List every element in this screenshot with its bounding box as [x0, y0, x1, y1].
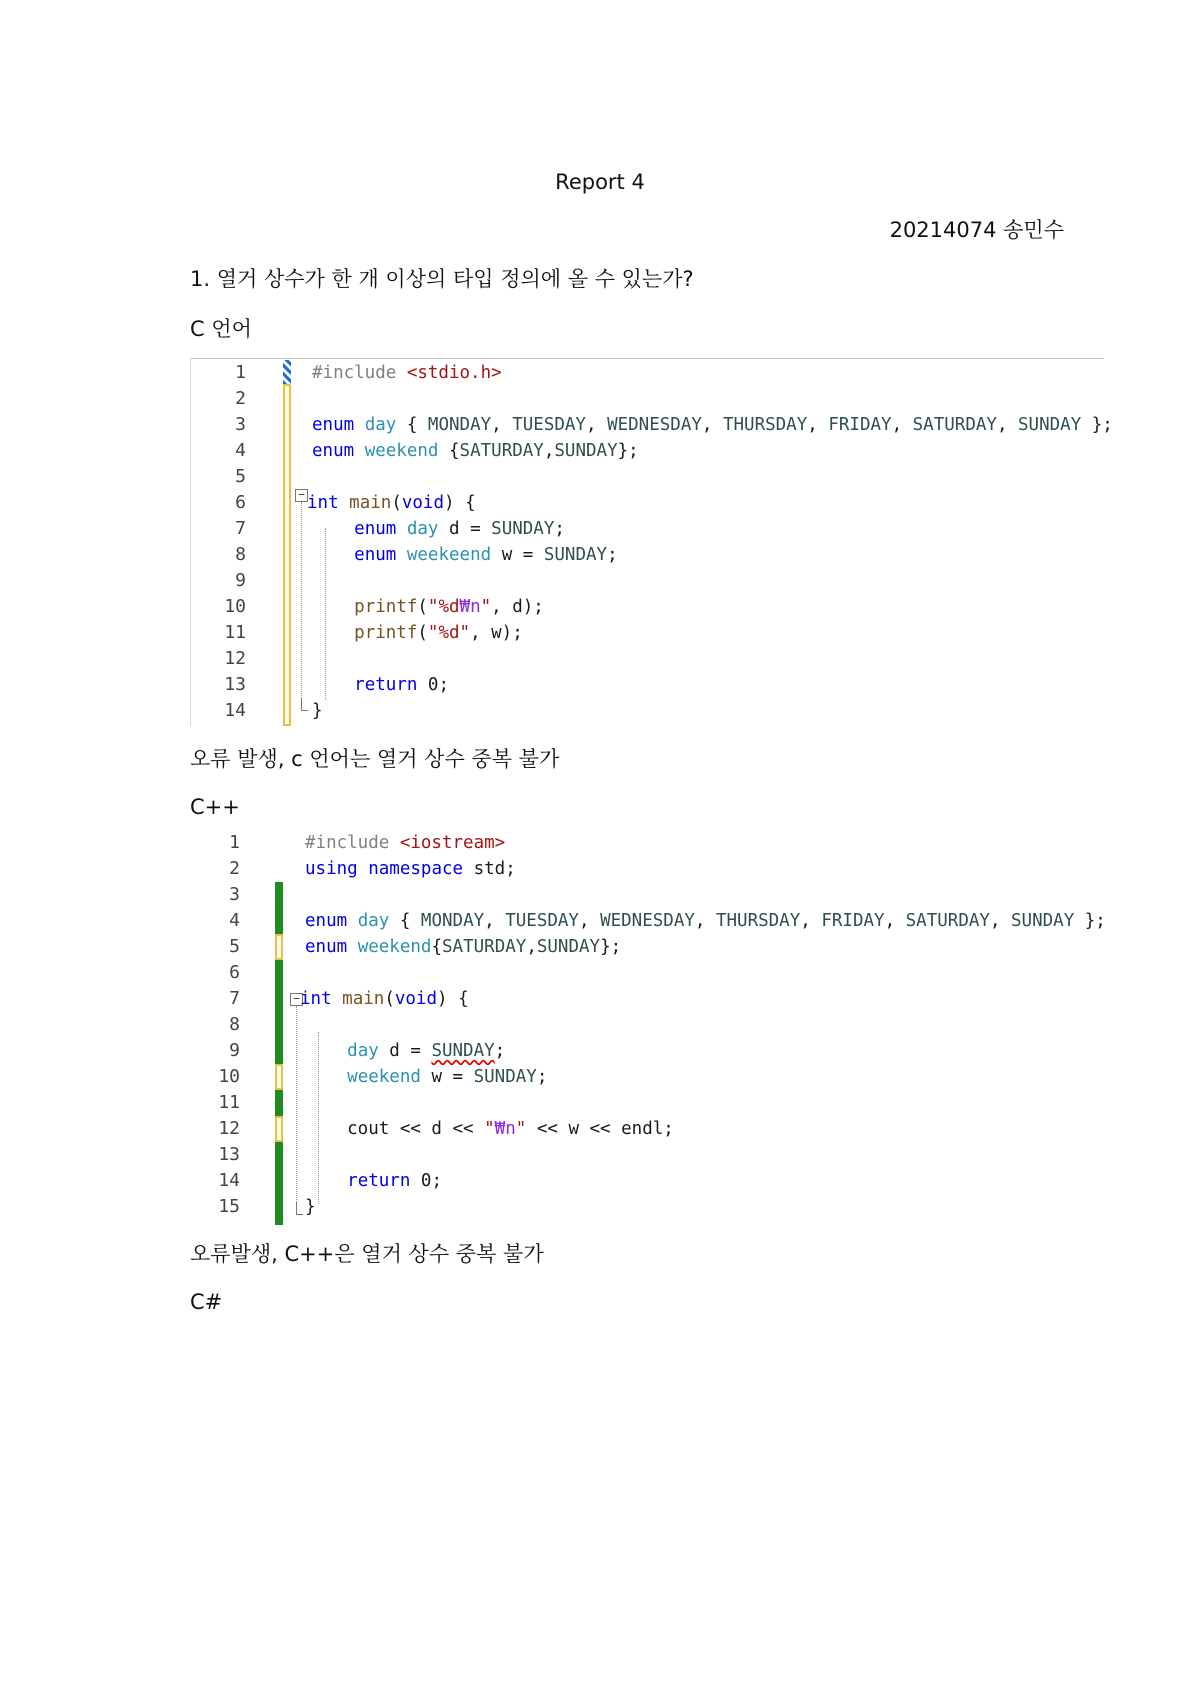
- code-line: #include <iostream>: [305, 833, 506, 853]
- code-line: return 0;: [354, 675, 449, 695]
- line-number: 8: [235, 544, 246, 565]
- code-line: return 0;: [347, 1171, 442, 1191]
- code-line: cout << d << "₩n" << w << endl;: [305, 1119, 674, 1139]
- line-number: 11: [218, 1092, 240, 1113]
- line-number: 1: [229, 832, 240, 853]
- section-label-cpp: C++: [190, 795, 240, 819]
- code-line: enum day { MONDAY, TUESDAY, WEDNESDAY, THURSDAY, FRIDAY, SATURDAY, SUNDAY };: [305, 911, 1106, 931]
- code-line: enum weekend {SATURDAY,SUNDAY};: [312, 441, 639, 461]
- error-squiggle: SUNDAY: [431, 1041, 495, 1061]
- code-line: int main(void) {: [300, 989, 469, 1009]
- fold-toggle-icon[interactable]: −: [295, 489, 308, 502]
- code-line: int main(void) {: [307, 493, 476, 513]
- change-bar-unsaved: [283, 384, 291, 726]
- line-number: 8: [229, 1014, 240, 1035]
- line-number: 14: [224, 700, 246, 721]
- line-number: 6: [229, 962, 240, 983]
- header-name: <stdio.h>: [406, 363, 502, 383]
- line-number: 13: [224, 674, 246, 695]
- line-number: 10: [224, 596, 246, 617]
- line-number: 2: [235, 388, 246, 409]
- code-line: enum day d = SUNDAY;: [354, 519, 565, 539]
- line-number: 7: [235, 518, 246, 539]
- line-number: 7: [229, 988, 240, 1009]
- code-line: printf("%d", w);: [354, 623, 523, 643]
- line-number: 12: [224, 648, 246, 669]
- line-number: 2: [229, 858, 240, 879]
- change-bar-unsaved: [275, 934, 283, 960]
- section-label-c: C 언어: [190, 317, 252, 341]
- code-line: }: [305, 1197, 316, 1217]
- code-block-cpp: [190, 830, 1104, 1225]
- change-bar-unsaved: [275, 1064, 283, 1090]
- line-number: 6: [235, 492, 246, 513]
- line-number: 13: [218, 1144, 240, 1165]
- code-line: weekend w = SUNDAY;: [347, 1067, 548, 1087]
- change-bar-cursor: [283, 360, 291, 384]
- line-number: 5: [229, 936, 240, 957]
- code-line: using namespace std;: [305, 859, 516, 879]
- code-line: enum weekeend w = SUNDAY;: [354, 545, 618, 565]
- scope-end-marker: [301, 698, 308, 711]
- code-line: day d = SUNDAY;: [347, 1041, 506, 1061]
- author-id-name: 20214074 송민수: [889, 218, 1064, 242]
- line-number: 9: [229, 1040, 240, 1061]
- code-line: enum day { MONDAY, TUESDAY, WEDNESDAY, THURSDAY, FRIDAY, SATURDAY, SUNDAY };: [312, 415, 1113, 435]
- line-number: 14: [218, 1170, 240, 1191]
- report-title: Report 4: [555, 170, 645, 194]
- scope-end-marker: [296, 1202, 303, 1215]
- section-label-csharp: C#: [190, 1290, 223, 1314]
- result-text-cpp: 오류발생, C++은 열거 상수 중복 불가: [190, 1242, 544, 1266]
- code-block-c: [190, 358, 1113, 726]
- change-bar-unsaved: [275, 1116, 283, 1142]
- line-number: 4: [229, 910, 240, 931]
- line-number: 9: [235, 570, 246, 591]
- line-number: 11: [224, 622, 246, 643]
- header-name: <iostream>: [399, 833, 506, 853]
- line-number: 12: [218, 1118, 240, 1139]
- code-line: #include <stdio.h>: [312, 363, 502, 383]
- code-line: printf("%d₩n", d);: [354, 597, 544, 617]
- scope-guide-line: [301, 502, 302, 710]
- line-number: 4: [235, 440, 246, 461]
- line-number: 3: [229, 884, 240, 905]
- line-number: 10: [218, 1066, 240, 1087]
- line-number: 5: [235, 466, 246, 487]
- result-text-c: 오류 발생, c 언어는 열거 상수 중복 불가: [190, 747, 560, 771]
- code-line: enum weekend{SATURDAY,SUNDAY};: [305, 937, 622, 957]
- line-number: 1: [235, 362, 246, 383]
- question-1: 1. 열거 상수가 한 개 이상의 타입 정의에 올 수 있는가?: [190, 267, 694, 291]
- scope-guide-line: [296, 1006, 297, 1214]
- code-line: }: [312, 701, 323, 721]
- fold-toggle-icon[interactable]: −: [290, 993, 303, 1006]
- line-number: 15: [218, 1196, 240, 1217]
- line-number: 3: [235, 414, 246, 435]
